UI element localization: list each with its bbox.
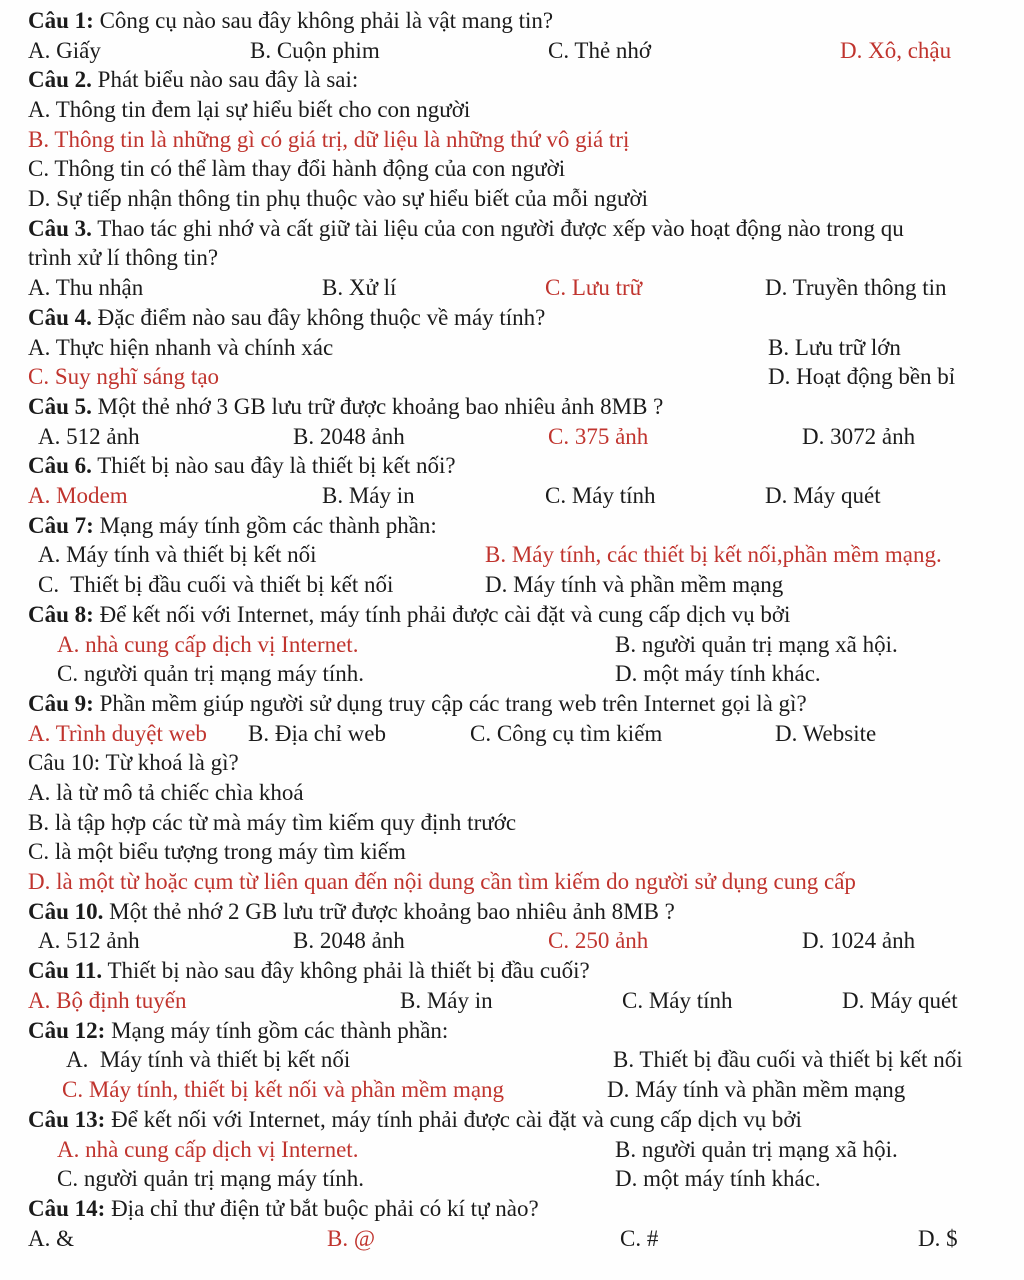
q10b-options [0,926,1024,956]
text-run: D. 1024 ảnh [802,928,916,953]
q5-option-b [293,422,405,452]
q10b-option-d [802,926,915,956]
correct-answer-text: D. Xô, chậu [840,38,952,63]
text-run: D. Máy tính và phần mềm mạng [485,572,784,597]
q3-question [28,214,904,244]
text-run: B. Địa chỉ web [248,721,386,746]
q8-option-d [615,659,821,689]
q10b-option-b [293,926,405,956]
q8-header [0,600,1024,630]
q10-options [0,778,1024,808]
text-run: C. Công cụ tìm kiếm [470,721,663,746]
text-run: B. Xử lí [322,275,397,300]
text-run: A. Thông tin đem lại sự hiểu biết cho con người [28,97,471,122]
text-run: D. Hoạt động bền bỉ [768,364,956,389]
q5-options [0,422,1024,452]
q5-option-d [802,422,915,452]
q3-option-b [322,273,396,303]
question-number-label: Câu 11. [28,958,103,983]
text-run: Địa chỉ thư điện tử bắt buộc phải có kí tự nào? [105,1196,539,1221]
q10b-option-c [548,926,648,956]
q1-option-b [250,36,380,66]
text-run: C. # [620,1226,659,1251]
q14-options [0,1224,1024,1254]
text-run: A. 512 ảnh [38,424,140,449]
q3-question-continued [28,243,218,273]
q2-option-d [28,184,648,214]
q11-option-a [28,986,186,1016]
q7-option-a [38,540,317,570]
q8-option-a [57,630,358,660]
text-run: D. Máy quét [842,988,958,1013]
q5-header [0,392,1024,422]
correct-answer-text: A. Trình duyệt web [28,721,207,746]
q4-option-a [28,333,333,363]
q9-option-b [248,719,386,749]
q3-options [0,273,1024,303]
q4-option-b [768,333,901,363]
q2-options [0,95,1024,125]
q7-options [0,570,1024,600]
q11-option-d [842,986,958,1016]
text-run: D. $ [918,1226,958,1251]
q13-option-b [615,1135,898,1165]
q3-header [0,214,1024,244]
q12-option-a [66,1045,350,1075]
q10-header [0,748,1024,778]
q13-option-c [57,1164,364,1194]
correct-answer-text: C. Suy nghĩ sáng tạo [28,364,220,389]
correct-answer-text: C. 375 ảnh [548,424,649,449]
text-run: B. 2048 ảnh [293,928,405,953]
q10-options [0,837,1024,867]
text-run: D. Website [775,721,877,746]
q11-question [28,956,590,986]
q7-option-c [38,570,393,600]
q11-option-c [622,986,733,1016]
q10-option-c [28,837,406,867]
text-run: B. 2048 ảnh [293,424,405,449]
q5-option-a [38,422,140,452]
q1-question [28,6,553,36]
q8-options [0,630,1024,660]
q4-options [0,362,1024,392]
text-run: B. Thiết bị đầu cuối và thiết bị kết nối [613,1047,963,1072]
text-run: A. Máy tính và thiết bị kết nối [66,1047,351,1072]
q14-option-a [28,1224,74,1254]
text-run: Một thẻ nhớ 2 GB lưu trữ được khoảng bao nhiêu ảnh 8MB ? [103,899,675,924]
correct-answer-text: C. Lưu trữ [545,275,643,300]
q3-option-c [545,273,642,303]
q8-options [0,659,1024,689]
q6-header [0,451,1024,481]
q2-header [0,65,1024,95]
q1-option-c [548,36,651,66]
text-run: Một thẻ nhớ 3 GB lưu trữ được khoảng bao nhiêu ảnh 8MB ? [91,394,664,419]
q14-option-d [918,1224,958,1254]
text-run: Để kết nối với Internet, máy tính phải được cài đặt và cung cấp dịch vụ bởi [105,1107,802,1132]
q7-option-b [485,540,942,570]
q2-option-a [28,95,470,125]
correct-answer-text: A. nhà cung cấp dịch vị Internet. [57,632,359,657]
q11-option-b [400,986,493,1016]
q14-option-b [327,1224,375,1254]
q2-option-b [28,125,629,155]
question-number-label: Câu 1: [28,8,94,33]
text-run: B. Máy in [400,988,493,1013]
text-run: B. người quản trị mạng xã hội. [615,1137,898,1162]
q11-options [0,986,1024,1016]
text-run: C. Thiết bị đầu cuối và thiết bị kết nối [38,572,394,597]
q10-option-b [28,808,516,838]
correct-answer-text: A. Modem [28,483,128,508]
q14-header [0,1194,1024,1224]
text-run: B. là tập hợp các từ mà máy tìm kiếm quy định trước [28,810,517,835]
q12-option-d [607,1075,905,1105]
q12-header [0,1016,1024,1046]
question-number-label: Câu 7: [28,513,94,538]
correct-answer-text: B. Thông tin là những gì có giá trị, dữ liệu là những thứ vô giá trị [28,127,630,152]
q13-header [0,1105,1024,1135]
question-number-label: Câu 4. [28,305,92,330]
text-run: C. Máy tính [545,483,656,508]
q4-options [0,333,1024,363]
q9-option-d [775,719,876,749]
question-number-label: Câu 6. [28,453,92,478]
text-run: A. Máy tính và thiết bị kết nối [38,542,317,567]
q2-options [0,154,1024,184]
q1-header [0,6,1024,36]
text-run: C. là một biểu tượng trong máy tìm kiếm [28,839,406,864]
text-run: Thiết bị nào sau đây không phải là thiết bị đầu cuối? [102,958,590,983]
q6-option-a [28,481,128,511]
q13-option-a [57,1135,358,1165]
correct-answer-text: C. 250 ảnh [548,928,649,953]
q11-header [0,956,1024,986]
q14-question [28,1194,539,1224]
q4-option-c [28,362,219,392]
q6-options [0,481,1024,511]
question-number-label: Câu 10. [28,899,104,924]
q2-options [0,184,1024,214]
text-run: trình xử lí thông tin? [28,245,219,270]
text-run: Công cụ nào sau đây không phải là vật mang tin? [93,8,554,33]
q8-option-c [57,659,364,689]
q10b-option-a [38,926,140,956]
q10-options [0,808,1024,838]
q7-question [28,511,437,541]
q7-option-d [485,570,783,600]
q9-option-c [470,719,662,749]
text-run: A. là từ mô tả chiếc chìa khoá [28,780,304,805]
text-run: Phát biểu nào sau đây là sai: [91,67,359,92]
text-run: C. Thông tin có thể làm thay đổi hành động của con người [28,156,566,181]
q2-options [0,125,1024,155]
text-run: C. người quản trị mạng máy tính. [57,1166,364,1191]
q6-option-d [765,481,881,511]
q7-header [0,511,1024,541]
q10b-question [28,897,675,927]
q3-option-a [28,273,143,303]
text-run: C. người quản trị mạng máy tính. [57,661,364,686]
q13-question [28,1105,802,1135]
q9-options [0,719,1024,749]
text-run: B. Máy in [322,483,415,508]
q6-option-c [545,481,656,511]
text-run: D. một máy tính khác. [615,1166,821,1191]
q4-header [0,303,1024,333]
q6-option-b [322,481,415,511]
question-number-label: Câu 2. [28,67,92,92]
text-run: C. Thẻ nhớ [548,38,652,63]
text-run: D. một máy tính khác. [615,661,821,686]
q1-option-a [28,36,101,66]
q9-option-a [28,719,207,749]
q6-question [28,451,456,481]
q1-options [0,36,1024,66]
correct-answer-text: B. @ [327,1226,376,1251]
q10-option-a [28,778,304,808]
q12-option-c [62,1075,504,1105]
q13-options [0,1164,1024,1194]
text-run: B. người quản trị mạng xã hội. [615,632,898,657]
q2-option-c [28,154,565,184]
q13-options [0,1135,1024,1165]
text-run: Thao tác ghi nhớ và cất giữ tài liệu của con người được xếp vào hoạt động nào trong qu [91,216,904,241]
correct-answer-text: D. là một từ hoặc cụm từ liên quan đến nội dung cần tìm kiếm do người sử dụng cung cấp [28,869,856,894]
text-run: A. Thu nhận [28,275,144,300]
q10-question [28,748,239,778]
text-run: A. 512 ảnh [38,928,140,953]
correct-answer-text: A. Bộ định tuyến [28,988,187,1013]
q12-options [0,1045,1024,1075]
text-run: Phần mềm giúp người sử dụng truy cập các trang web trên Internet gọi là gì? [93,691,807,716]
question-number-label: Câu 8: [28,602,94,627]
text-run: B. Lưu trữ lớn [768,335,901,360]
q10b-header [0,897,1024,927]
question-number-label: Câu 14: [28,1196,106,1221]
text-run: A. Thực hiện nhanh và chính xác [28,335,334,360]
text-run: D. Sự tiếp nhận thông tin phụ thuộc vào sự hiểu biết của mỗi người [28,186,649,211]
q8-option-b [615,630,898,660]
q1-option-d [840,36,951,66]
q12-option-b [613,1045,963,1075]
text-run: B. Cuộn phim [250,38,380,63]
q5-option-c [548,422,648,452]
q3-option-d [765,273,946,303]
q12-options [0,1075,1024,1105]
text-run: Mạng máy tính gồm các thành phần: [93,513,437,538]
q10-option-d [28,867,856,897]
text-run: D. Truyền thông tin [765,275,947,300]
q3-header-line2 [0,243,1024,273]
q4-question [28,303,545,333]
text-run: D. Máy quét [765,483,881,508]
text-run: Để kết nối với Internet, máy tính phải được cài đặt và cung cấp dịch vụ bởi [93,602,791,627]
text-run: Câu 10: Từ khoá là gì? [28,750,239,775]
text-run: A. & [28,1226,74,1251]
q4-option-d [768,362,955,392]
correct-answer-text: A. nhà cung cấp dịch vị Internet. [57,1137,359,1162]
q8-question [28,600,790,630]
text-run: Thiết bị nào sau đây là thiết bị kết nối? [91,453,456,478]
question-number-label: Câu 3. [28,216,92,241]
q10-options [0,867,1024,897]
q7-options [0,540,1024,570]
q13-option-d [615,1164,821,1194]
question-number-label: Câu 12: [28,1018,106,1043]
question-number-label: Câu 13: [28,1107,106,1132]
q14-option-c [620,1224,658,1254]
text-run: D. Máy tính và phần mềm mạng [607,1077,906,1102]
text-run: Mạng máy tính gồm các thành phần: [105,1018,449,1043]
q12-question [28,1016,448,1046]
correct-answer-text: B. Máy tính, các thiết bị kết nối,phần mềm mạng. [485,542,942,567]
question-number-label: Câu 9: [28,691,94,716]
text-run: C. Máy tính [622,988,733,1013]
correct-answer-text: C. Máy tính, thiết bị kết nối và phần mềm mạng [62,1077,505,1102]
text-run: Đặc điểm nào sau đây không thuộc về máy tính? [91,305,546,330]
text-run: D. 3072 ảnh [802,424,916,449]
q5-question [28,392,663,422]
q9-header [0,689,1024,719]
text-run: A. Giấy [28,38,101,63]
q2-question [28,65,358,95]
q9-question [28,689,807,719]
question-number-label: Câu 5. [28,394,92,419]
